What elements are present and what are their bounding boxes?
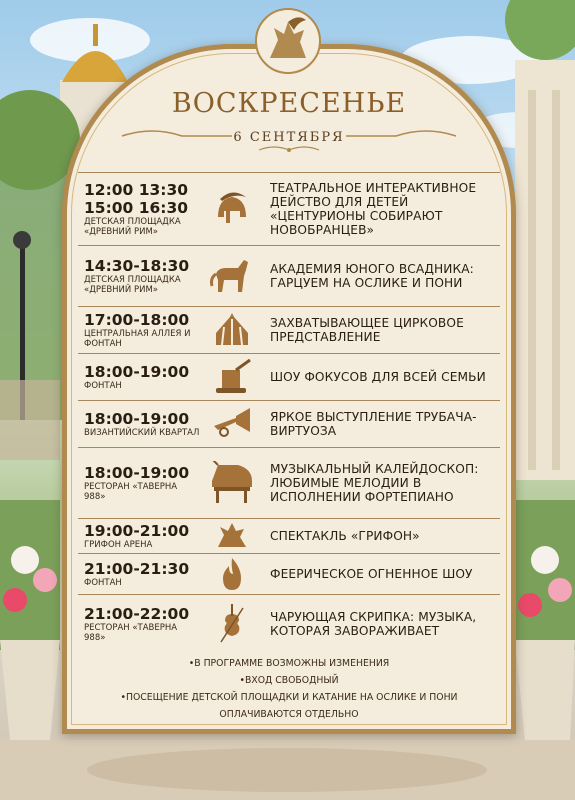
schedule-row <box>78 172 500 246</box>
event-date: 6 СЕНТЯБРЯ <box>233 130 345 145</box>
program-notes <box>62 655 516 723</box>
icon-cell <box>200 448 264 518</box>
event-location: РЕСТОРАН «ТАВЕРНА 988» <box>84 622 178 643</box>
griffin-emblem-icon <box>248 6 328 76</box>
event-time: 18:00-19:00 <box>84 409 190 428</box>
event-location: ДЕТСКАЯ ПЛОЩАДКА «ДРЕВНИЙ РИМ» <box>84 274 181 295</box>
time-column <box>78 401 200 447</box>
note-line: •В ПРОГРАММЕ ВОЗМОЖНЫ ИЗМЕНЕНИЯ <box>188 658 390 669</box>
event-location: ФОНТАН <box>84 577 122 588</box>
schedule-row <box>78 448 500 519</box>
centurion-helmet-icon <box>210 187 254 231</box>
schedule-row <box>78 354 500 401</box>
icon-cell <box>200 354 264 400</box>
event-time: 18:00-19:00 <box>84 463 190 482</box>
note-line: •ПОСЕЩЕНИЕ ДЕТСКОЙ ПЛОЩАДКИ И КАТАНИЕ НА ОСЛИКЕ И ПОНИ <box>120 692 458 703</box>
schedule-row <box>78 307 500 354</box>
event-title: ЧАРУЮЩАЯ СКРИПКА: МУЗЫКА, КОТОРАЯ ЗАВОРАЖИВАЕТ <box>270 610 477 638</box>
event-location: ГРИФОН АРЕНА <box>84 539 153 550</box>
event-title: СПЕКТАКЛЬ «ГРИФОН» <box>270 529 420 543</box>
schedule-row <box>78 519 500 554</box>
event-time: 15:00 16:30 <box>84 198 189 217</box>
schedule-table <box>78 172 500 653</box>
event-title: АКАДЕМИЯ ЮНОГО ВСАДНИКА: ГАРЦУЕМ НА ОСЛИКЕ И ПОНИ <box>270 262 474 290</box>
event-time: 12:00 13:30 <box>84 180 189 199</box>
magic-hat-icon <box>210 358 254 396</box>
event-location: ФОНТАН <box>84 380 122 391</box>
fire-icon <box>217 556 247 592</box>
violin-icon <box>217 602 247 646</box>
event-location: ДЕТСКАЯ ПЛОЩАДКА «ДРЕВНИЙ РИМ» <box>84 216 181 237</box>
piano-icon <box>208 461 256 505</box>
event-time: 21:00-21:30 <box>84 559 190 578</box>
note-line: ОПЛАЧИВАЮТСЯ ОТДЕЛЬНО <box>219 709 359 720</box>
schedule-row <box>78 595 500 653</box>
event-location: ВИЗАНТИЙСКИЙ КВАРТАЛ <box>84 427 200 438</box>
event-location: РЕСТОРАН «ТАВЕРНА 988» <box>84 481 178 502</box>
time-column <box>78 354 200 400</box>
icon-cell <box>200 554 264 594</box>
event-title: ЯРКОЕ ВЫСТУПЛЕНИЕ ТРУБАЧА-ВИРТУОЗА <box>270 410 477 438</box>
schedule-row <box>78 246 500 307</box>
event-time: 17:00-18:00 <box>84 310 190 329</box>
event-time: 18:00-19:00 <box>84 362 190 381</box>
schedule-row <box>78 401 500 448</box>
event-location: ЦЕНТРАЛЬНАЯ АЛЛЕЯ И ФОНТАН <box>84 328 191 349</box>
event-title: МУЗЫКАЛЬНЫЙ КАЛЕЙДОСКОП: ЛЮБИМЫЕ МЕЛОДИИ В ИСПОЛНЕНИИ ФОРТЕПИАНО <box>270 462 479 504</box>
event-title: ШОУ ФОКУСОВ ДЛЯ ВСЕЙ СЕМЬИ <box>270 370 486 384</box>
circus-tent-icon <box>212 311 252 349</box>
horse-icon <box>208 256 256 296</box>
griffin-icon <box>212 521 252 551</box>
event-time: 21:00-22:00 <box>84 604 190 623</box>
event-title: ЗАХВАТЫВАЮЩЕЕ ЦИРКОВОЕ ПРЕДСТАВЛЕНИЕ <box>270 316 464 344</box>
trumpet-icon <box>210 406 254 442</box>
icon-cell <box>200 307 264 353</box>
page-title: ВОСКРЕСЕНЬЕ <box>171 88 407 119</box>
icon-cell <box>200 401 264 447</box>
time-column <box>78 307 200 353</box>
event-title: ТЕАТРАЛЬНОЕ ИНТЕРАКТИВНОЕ ДЕЙСТВО ДЛЯ ДЕТЕЙ «ЦЕНТУРИОНЫ СОБИРАЮТ НОВОБРАНЦЕВ» <box>270 181 477 237</box>
time-column <box>78 448 200 518</box>
time-column <box>78 173 200 245</box>
icon-cell <box>200 519 264 553</box>
icon-cell <box>200 246 264 306</box>
time-column <box>78 554 200 594</box>
icon-cell <box>200 595 264 653</box>
icon-cell <box>200 173 264 245</box>
event-time: 14:30-18:30 <box>84 256 190 275</box>
time-column <box>78 519 200 553</box>
schedule-row <box>78 554 500 595</box>
note-line: •ВХОД СВОБОДНЫЙ <box>239 675 339 686</box>
event-title: ФЕЕРИЧЕСКОЕ ОГНЕННОЕ ШОУ <box>270 567 473 581</box>
time-column <box>78 595 200 653</box>
time-column <box>78 246 200 306</box>
event-time: 19:00-21:00 <box>84 521 190 540</box>
